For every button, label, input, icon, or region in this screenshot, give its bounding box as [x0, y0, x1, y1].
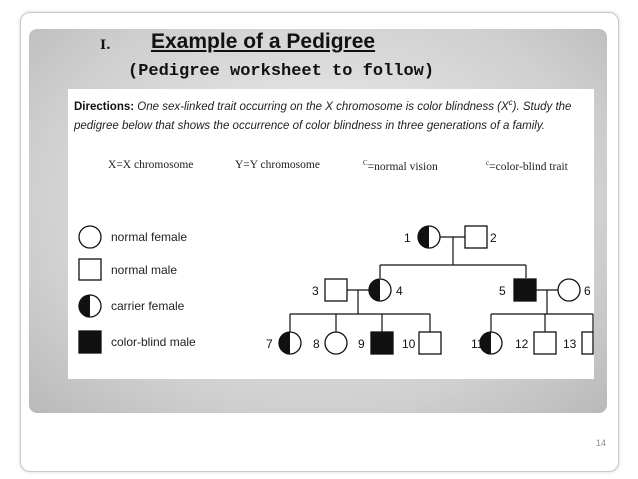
- individual-9: [358, 332, 393, 354]
- individual-7: [266, 332, 301, 354]
- legend-carrier-female-symbol: [79, 295, 101, 317]
- individual-2: [465, 226, 497, 248]
- label-5: 5: [499, 284, 506, 298]
- slide-subtitle: (Pedigree worksheet to follow): [128, 62, 435, 81]
- key-color-blind: $^c$=color-blind trait: [486, 159, 568, 173]
- page-number: 14: [596, 438, 607, 448]
- individual-4: [369, 279, 403, 301]
- label-8: 8: [313, 337, 320, 351]
- label-11: 11: [471, 337, 484, 351]
- label-2: 2: [490, 231, 497, 245]
- legend-normal-male: normal male: [111, 263, 178, 277]
- legend-normal-female: normal female: [111, 230, 188, 244]
- individual-11: [471, 332, 502, 354]
- legend-color-blind-male-symbol: [79, 331, 101, 353]
- label-7: 7: [266, 337, 273, 351]
- legend-carrier-female: carrier female: [111, 299, 185, 313]
- key-x-chromosome: X=X chromosome: [108, 159, 194, 171]
- label-9: 9: [358, 337, 365, 351]
- directions-text: One sex-linked trait occurring on the X chromosome is color blindness $(X^c)$. Study the pedigree below that shows the occurrence of color blindness in three generations of a family.: [74, 98, 572, 132]
- individual-3: [312, 279, 347, 301]
- key-y-chromosome: Y=Y chromosome: [235, 159, 320, 171]
- section-bullet: I.: [100, 38, 111, 53]
- legend-normal-female-symbol: [79, 226, 101, 248]
- individual-6: [558, 279, 591, 301]
- label-1: 1: [404, 231, 411, 245]
- individual-13: [563, 332, 593, 354]
- slide-title: Example of a Pedigree: [151, 30, 376, 53]
- label-3: 3: [312, 284, 319, 298]
- legend-color-blind-male: color-blind male: [111, 335, 196, 349]
- individual-12: [515, 332, 556, 354]
- directions-label: Directions:: [74, 100, 135, 113]
- label-13: 13: [563, 337, 577, 351]
- pedigree-worksheet: [68, 89, 594, 379]
- label-12: 12: [515, 337, 529, 351]
- individual-8: [313, 332, 347, 354]
- legend-normal-male-symbol: [79, 259, 101, 280]
- individual-10: [402, 332, 441, 354]
- label-6: 6: [584, 284, 591, 298]
- individual-1: [404, 226, 440, 248]
- individual-5: [499, 279, 536, 301]
- key-normal-vision: $^C$=normal vision: [363, 159, 438, 173]
- label-10: 10: [402, 337, 416, 351]
- label-4: 4: [396, 284, 403, 298]
